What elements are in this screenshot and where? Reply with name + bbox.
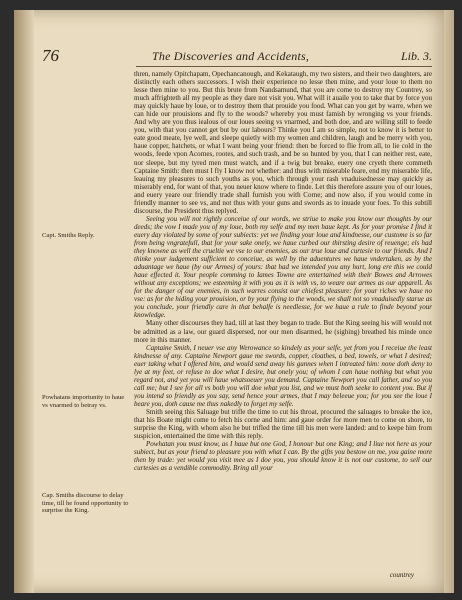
margin-note: Powhatans importunity to haue vs vnarmed to betray vs. [42, 394, 125, 409]
header-rule [136, 66, 432, 67]
paragraph: Seeing you will not rightly conceiue of our words, we striue to make you know our thoughts by our deeds; the vow I made you of my loue, both my selfe and my men haue kept. As for your promise I find it euery day violated by some of your subiects: yet we finding your loue and kindnesse, our custome is so far from being vngratefull, that for your sake onely, we haue curbed our thirsting desire of reuenge; els had they knowne as well the crueltie we vse to our enemies, as our true loue and curtesie to our friends. And I thinke your iudgement sufficient to conceiue, as well by the aduentures we haue vndertaken, as by the aduantage we haue (by our Armes) of yours: that had we intended you any hurt, long ere this we could haue effected it. Your people comming to Iames Towne are entertained with their Bowes and Arrowes without any exceptions; we esteeming it with you as it is with vs, to weare our armes as our apparell. As for the danger of our enemies, in such warres consist our chiefest pleasure: for your riches we haue no vse: as for the hiding your prouision, or by your flying to the woods, we shall not so vnaduisedly starue as you conclude, your friendly care in that behalfe is needlesse, for we haue a rule to finde beyond your knowledge. [134, 214, 432, 320]
paragraph: Smith seeing this Saluage but trifle the time to cut his throat, procured the saluages to breake the ice, that his Boate might come to fetch his corne and him: and gaue order for more men to come on shore, to surprise the King, with whom also he but trifled the time till his men were landed: and to keepe him from suspicion, entertained the time with this reply. [134, 407, 432, 441]
running-header [42, 46, 432, 68]
margin-note: Cap. Smiths discourse to delay time, till he found opportunity to surprise the King. [42, 492, 129, 515]
page-number: 76 [42, 46, 59, 65]
body-text [134, 70, 432, 590]
page-binding [14, 10, 34, 593]
book-number: Lib. 3. [400, 49, 432, 63]
running-title: The Discoveries and Accidents, [152, 49, 310, 63]
paragraph: thren, namely Opitchapam, Opechancanough, and Kekataugh, my two sisters, and their two daughters, are distinctly each others successors. I wish their experience no lesse then mine, and your loue to them no lesse then mine to you. But this brute from Nandsamund, that you are come to destroy my Countrey, so much affrighteth all my people as they dare not visit you. What will it auaile you to take that by force you may quickly haue by loue, or to destroy them that prouide you food. What can you get by warre, when we can hide our prouisions and fly to the woods? whereby you must famish by wronging vs your friends. And why are you thus iealous of our loues seeing vs vnarmed, and both doe, and are willing still to feede you, with that you cannot get but by our labours? Thinke you I am so simple, not to know it is better to eate good meate, lye well, and sleepe quietly with my women and children, laugh and be merry with you, haue copper, hatchets, or what I want being your friend: then be forced to flie from all, to lie cold in the woods, feede vpon Acornes, rootes, and such trash, and be so hunted by you, that I can neither rest, eate, nor sleepe, but my tyred men must watch, and if a twig but breake, euery one cryeth there commeth Captaine Smith: then must I fly I know not whether: and thus with miserable feare, end my miserable life, leauing my pleasures to such youths as you, which through your rash vnaduisednesse may quickly as miserably end, for want of that, you neuer know where to finde. Let this therefore assure you of our loues, and euery yeare our friendly trade shall furnish you with Corne; and now also, if you would come in friendly manner to see vs, and not thus with your guns and swords as to inuade your foes. To this subtill discourse, the President thus replyed. [134, 70, 432, 215]
paragraph: Captaine Smith, I neuer vse any Werowance so kindely as your selfe, yet from you I receiue the least kindnesse of any. Captaine Newport gaue me swords, copper, cloathes, a bed, towels, or what I desired; euer taking what I offered him, and would send away his gunnes when I intreated him: none doth deny to lye at my feet, or refuse to doe what I desire, but onely you; of whom I can haue nothing but what you regard not, and yet you will haue whatsoeuer you demand. Captaine Newport you call father, and so you call me; but I see for all vs both you will doe what you list, and we must both seeke to content you. But if you intend so friendly as you say, send hence your armes, that I may beleeue you; for you see the loue I beare you, doth cause me thus nakedly to forget my selfe. [134, 343, 432, 408]
paragraph: Many other discourses they had, till at last they began to trade. But the King seeing his will would not be admitted as a law, our guard dispersed, nor our men disarmed, he (sighing) breathed his minde once more in this manner. [134, 319, 432, 344]
book-page [14, 10, 454, 593]
margin-note: Capt. Smiths Reply. [42, 232, 95, 239]
paragraph: Powhatan you must know, as I haue but one God, I honour but one King; and I liue not here as your subiect, but as your friend to pleasure you with what I can. By the gifts you bestow on me, you gaine more then by trade: yet would you visit mee as I doe you, you should know it is not our custome, to sell our curtesies as a vendible commodity. Bring all your [134, 440, 432, 473]
page-edge [444, 10, 454, 593]
catchword: countrey [389, 571, 414, 579]
